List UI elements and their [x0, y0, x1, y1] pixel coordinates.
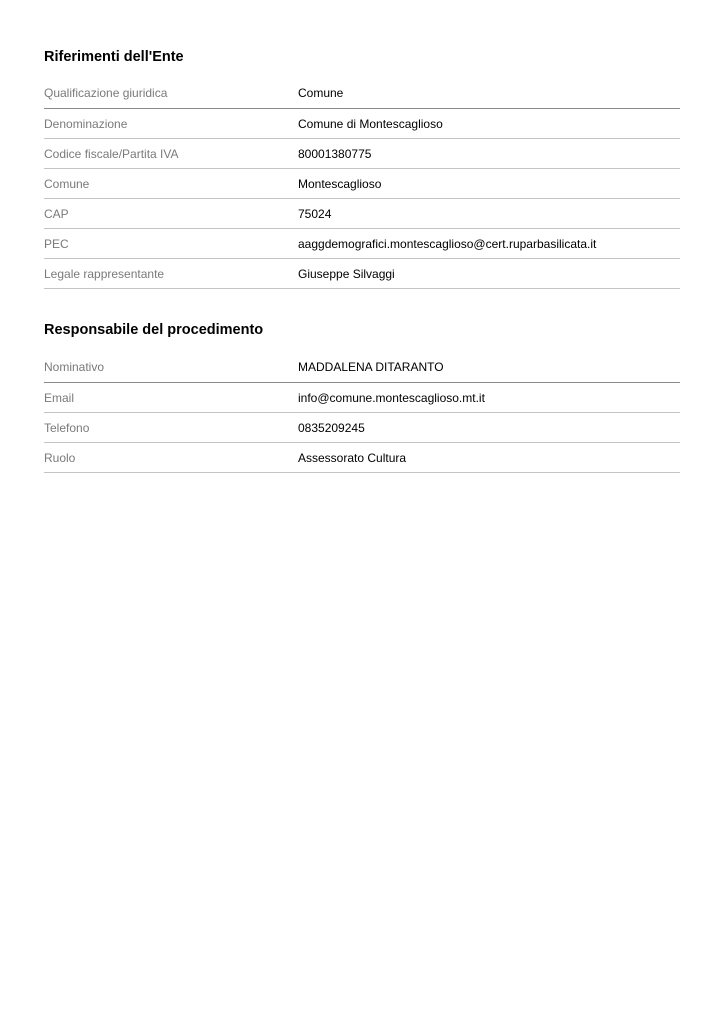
- field-value: Comune di Montescaglioso: [298, 116, 443, 131]
- table-responsabile-procedimento: [44, 352, 680, 473]
- table-riferimenti-ente: [44, 78, 680, 289]
- table-row: [44, 352, 680, 383]
- field-label: Telefono: [44, 420, 90, 435]
- field-value: 80001380775: [298, 146, 372, 161]
- field-label: Legale rappresentante: [44, 266, 165, 281]
- field-label: Denominazione: [44, 116, 128, 131]
- table-row: [44, 139, 680, 169]
- table-row: [44, 78, 680, 109]
- field-label: Nominativo: [44, 360, 105, 374]
- table-row: [44, 229, 680, 259]
- field-value: Assessorato Cultura: [298, 450, 407, 465]
- phone-value: 0835209245: [298, 420, 365, 435]
- table-row: [44, 169, 680, 199]
- field-label: Ruolo: [44, 450, 76, 465]
- field-label: Qualificazione giuridica: [44, 86, 168, 100]
- field-value: MADDALENA DITARANTO: [298, 360, 444, 374]
- table-row: [44, 443, 680, 473]
- table-row: [44, 109, 680, 139]
- field-value: 75024: [298, 206, 332, 221]
- field-label: PEC: [44, 236, 69, 251]
- pec-value: aaggdemografici.montescaglioso@cert.ruparbasilicata.it: [298, 236, 597, 251]
- section-title-riferimenti-ente: Riferimenti dell'Ente: [44, 49, 184, 65]
- email-value: info@comune.montescaglioso.mt.it: [298, 390, 485, 405]
- section-title-responsabile-procedimento: Responsabile del procedimento: [44, 322, 264, 338]
- table-row: [44, 199, 680, 229]
- table-row: [44, 383, 680, 413]
- field-label: Email: [44, 390, 75, 405]
- field-value: Giuseppe Silvaggi: [298, 266, 395, 281]
- field-label: CAP: [44, 206, 69, 221]
- table-row: [44, 413, 680, 443]
- field-label: Comune: [44, 176, 90, 191]
- field-value: Montescaglioso: [298, 176, 382, 191]
- field-label: Codice fiscale/Partita IVA: [44, 146, 179, 161]
- table-row: [44, 259, 680, 289]
- field-value: Comune: [298, 86, 344, 100]
